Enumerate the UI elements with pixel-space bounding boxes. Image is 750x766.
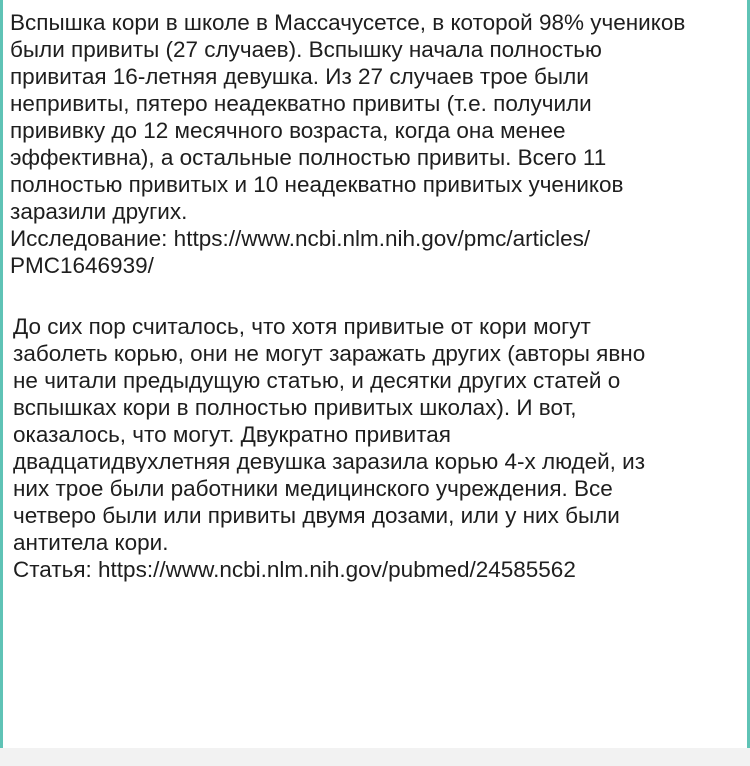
text-line: прививку до 12 месячного возраста, когда она менее: [10, 118, 566, 143]
text-line: антитела кори.: [13, 530, 169, 555]
text-line: заразили других.: [10, 199, 188, 224]
study-link-line: PMC1646939/: [10, 253, 154, 278]
text-line: были привиты (27 случаев). Вспышку начала полностью: [10, 37, 602, 62]
text-line: вспышках кори в полностью привитых школах). И вот,: [13, 395, 577, 420]
paragraph-measles-school-outbreak: [10, 9, 685, 279]
study-link-line: Исследование: https://www.ncbi.nlm.nih.gov/pmc/articles/: [10, 226, 591, 251]
text-line: них трое были работники медицинского учреждения. Все: [13, 476, 613, 501]
paragraph-vaccinated-transmission: [13, 313, 645, 583]
text-line: заболеть корью, они не могут заражать других (авторы явно: [13, 341, 646, 366]
text-line: привитая 16-летняя девушка. Из 27 случаев трое были: [10, 64, 589, 89]
article-link-line: Статья: https://www.ncbi.nlm.nih.gov/pubmed/24585562: [13, 557, 576, 582]
text-line: полностью привитых и 10 неадекватно привитых учеников: [10, 172, 624, 197]
text-line: эффективна), а остальные полностью привиты. Всего 11: [10, 145, 607, 170]
bottom-strip: [0, 748, 750, 766]
text-line: Вспышка кори в школе в Массачусетсе, в которой 98% учеников: [10, 10, 686, 35]
text-line: не читали предыдущую статью, и десятки других статей о: [13, 368, 621, 393]
text-line: оказалось, что могут. Двукратно привитая: [13, 422, 451, 447]
left-border: [0, 0, 3, 748]
text-line: двадцатидвухлетняя девушка заразила корью 4-х людей, из: [13, 449, 646, 474]
text-line: четверо были или привиты двумя дозами, или у них были: [13, 503, 620, 528]
text-line: непривиты, пятеро неадекватно привиты (т.е. получили: [10, 91, 592, 116]
text-line: До сих пор считалось, что хотя привитые от кори могут: [13, 314, 591, 339]
